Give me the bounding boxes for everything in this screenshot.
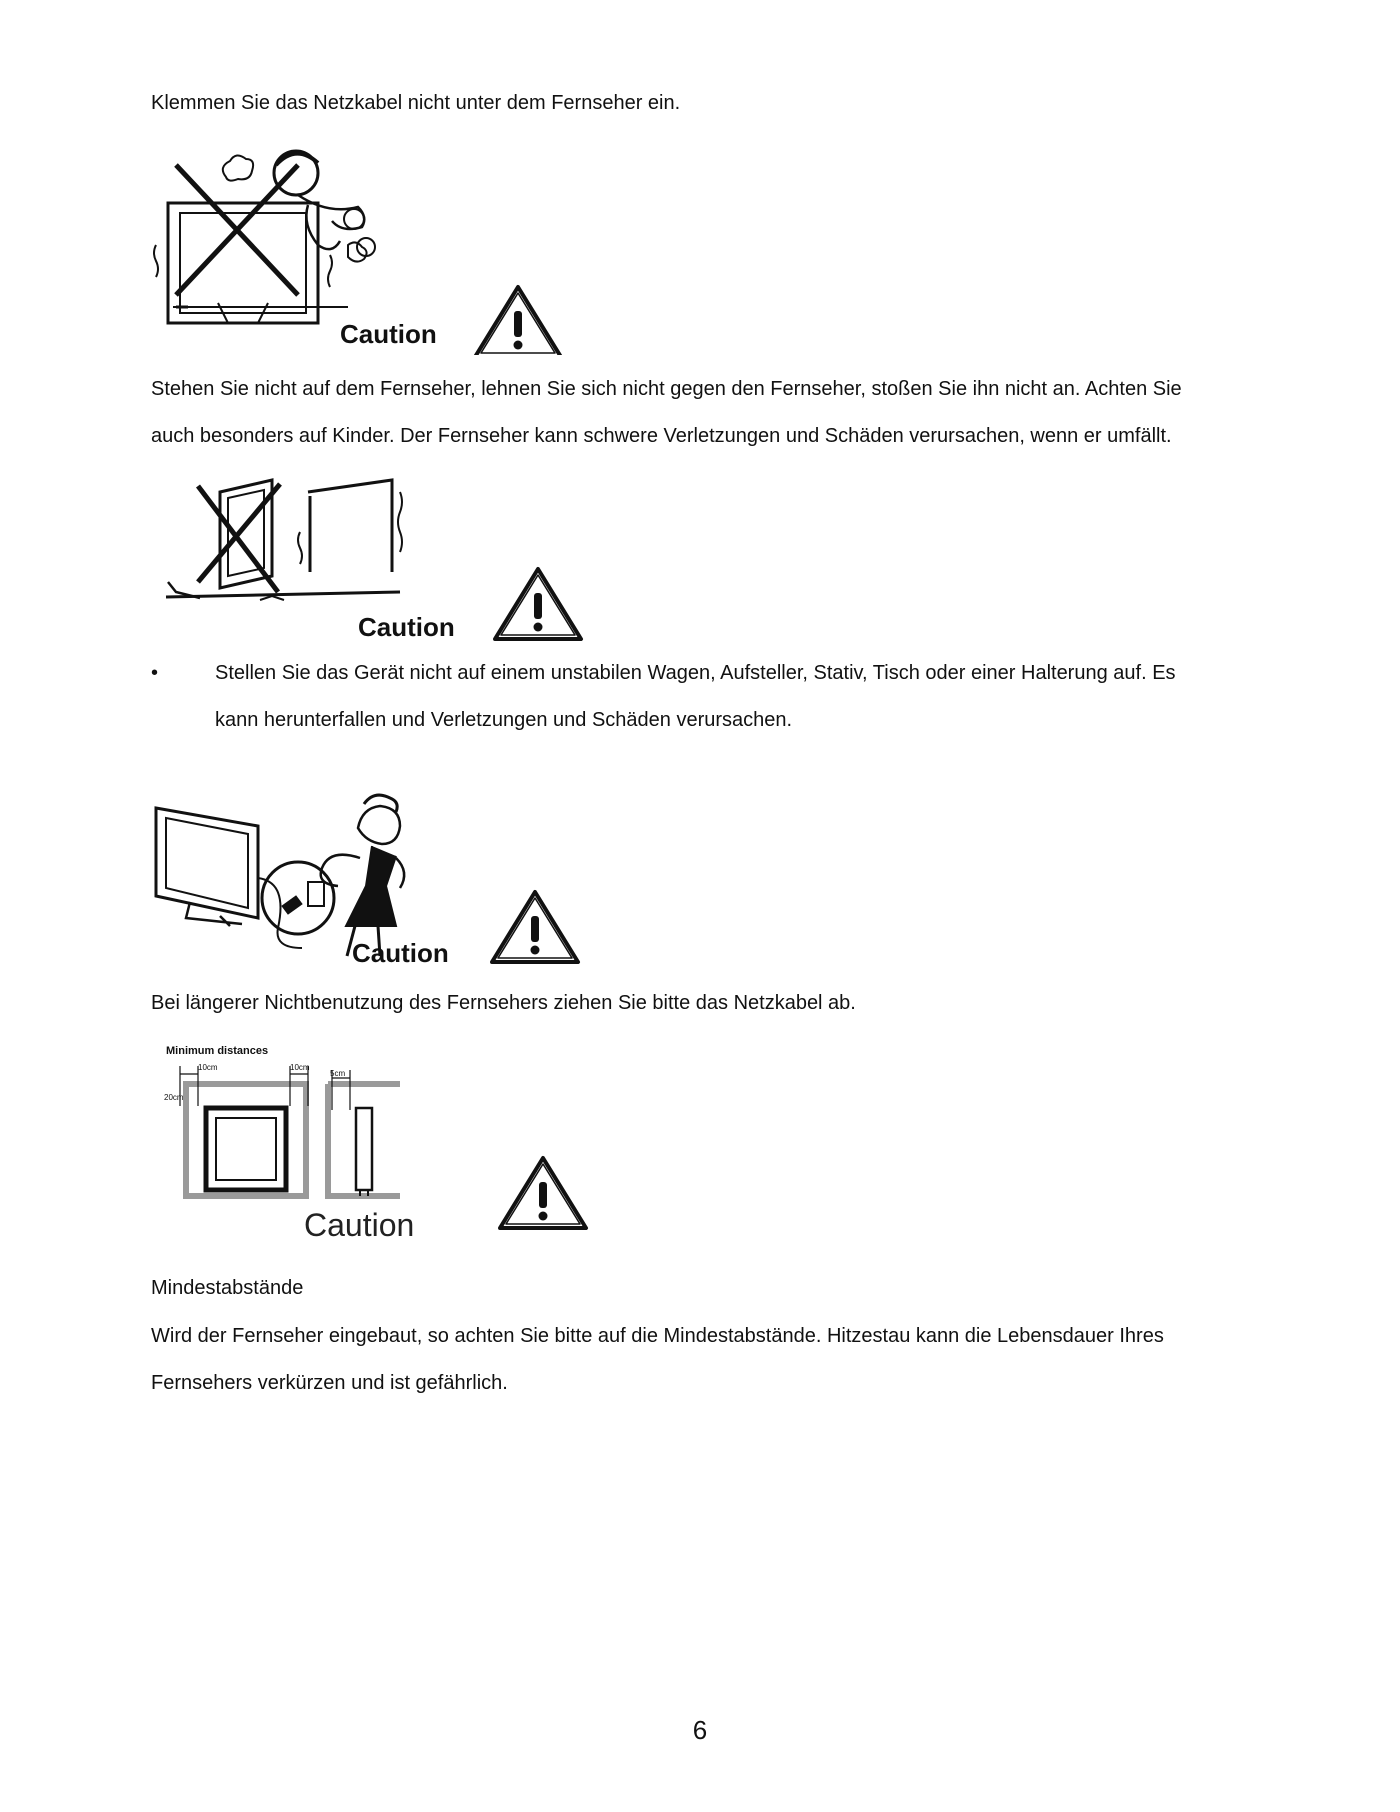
min-distances-title: Minimum distances: [166, 1045, 269, 1057]
caution-label-2: Caution: [358, 612, 455, 642]
paragraph-stand-lean-line1: Stehen Sie nicht auf dem Fernseher, lehnen Sie sich nicht gegen den Fernseher, stoßen Sie ihn nicht an. Achten Sie: [151, 378, 1182, 400]
caution-label-3: Caution: [352, 938, 449, 968]
figure-child-climbing-tv: [148, 135, 568, 355]
paragraph-min-distances-line2: Fernsehers verkürzen und ist gefährlich.: [151, 1372, 508, 1394]
warning-triangle-icon: [500, 1158, 586, 1228]
bullet-text-line1: Stellen Sie das Gerät nicht auf einem unstabilen Wagen, Aufsteller, Stativ, Tisch oder einer Halterung auf. Es: [215, 662, 1176, 684]
caution-label-4: Caution: [304, 1207, 415, 1243]
warning-triangle-icon: [492, 892, 578, 962]
paragraph-stand-lean-line2: auch besonders auf Kinder. Der Fernseher kann schwere Verletzungen und Schäden verursachen, wenn er umfällt.: [151, 425, 1172, 447]
paragraph-min-distances-line1: Wird der Fernseher eingebaut, so achten Sie bitte auf die Mindestabstände. Hitzestau kann die Lebensdauer Ihres: [151, 1325, 1164, 1347]
heading-minimum-distances: Mindestabstände: [151, 1277, 304, 1299]
dim-label-top-left: 10cm: [198, 1063, 218, 1072]
paragraph-power-cable: Klemmen Sie das Netzkabel nicht unter dem Fernseher ein.: [151, 92, 681, 114]
figure-falling-tv: [160, 472, 600, 642]
caution-label-1: Caution: [340, 319, 437, 349]
figure-minimum-distances: [160, 1040, 600, 1260]
bullet-marker: •: [151, 662, 159, 684]
dim-label-side: 5cm: [330, 1069, 346, 1078]
figure-unplug-power-cable: [150, 778, 590, 973]
dim-label-top-right: 10cm: [290, 1063, 310, 1072]
warning-triangle-icon: [475, 287, 561, 355]
paragraph-unplug: Bei längerer Nichtbenutzung des Fernsehers ziehen Sie bitte das Netzkabel ab.: [151, 992, 856, 1014]
page-number: 6: [692, 1715, 708, 1745]
warning-triangle-icon: [495, 569, 581, 639]
bullet-text-line2: kann herunterfallen und Verletzungen und Schäden verursachen.: [215, 709, 793, 731]
dim-label-left: 20cm: [164, 1093, 184, 1102]
